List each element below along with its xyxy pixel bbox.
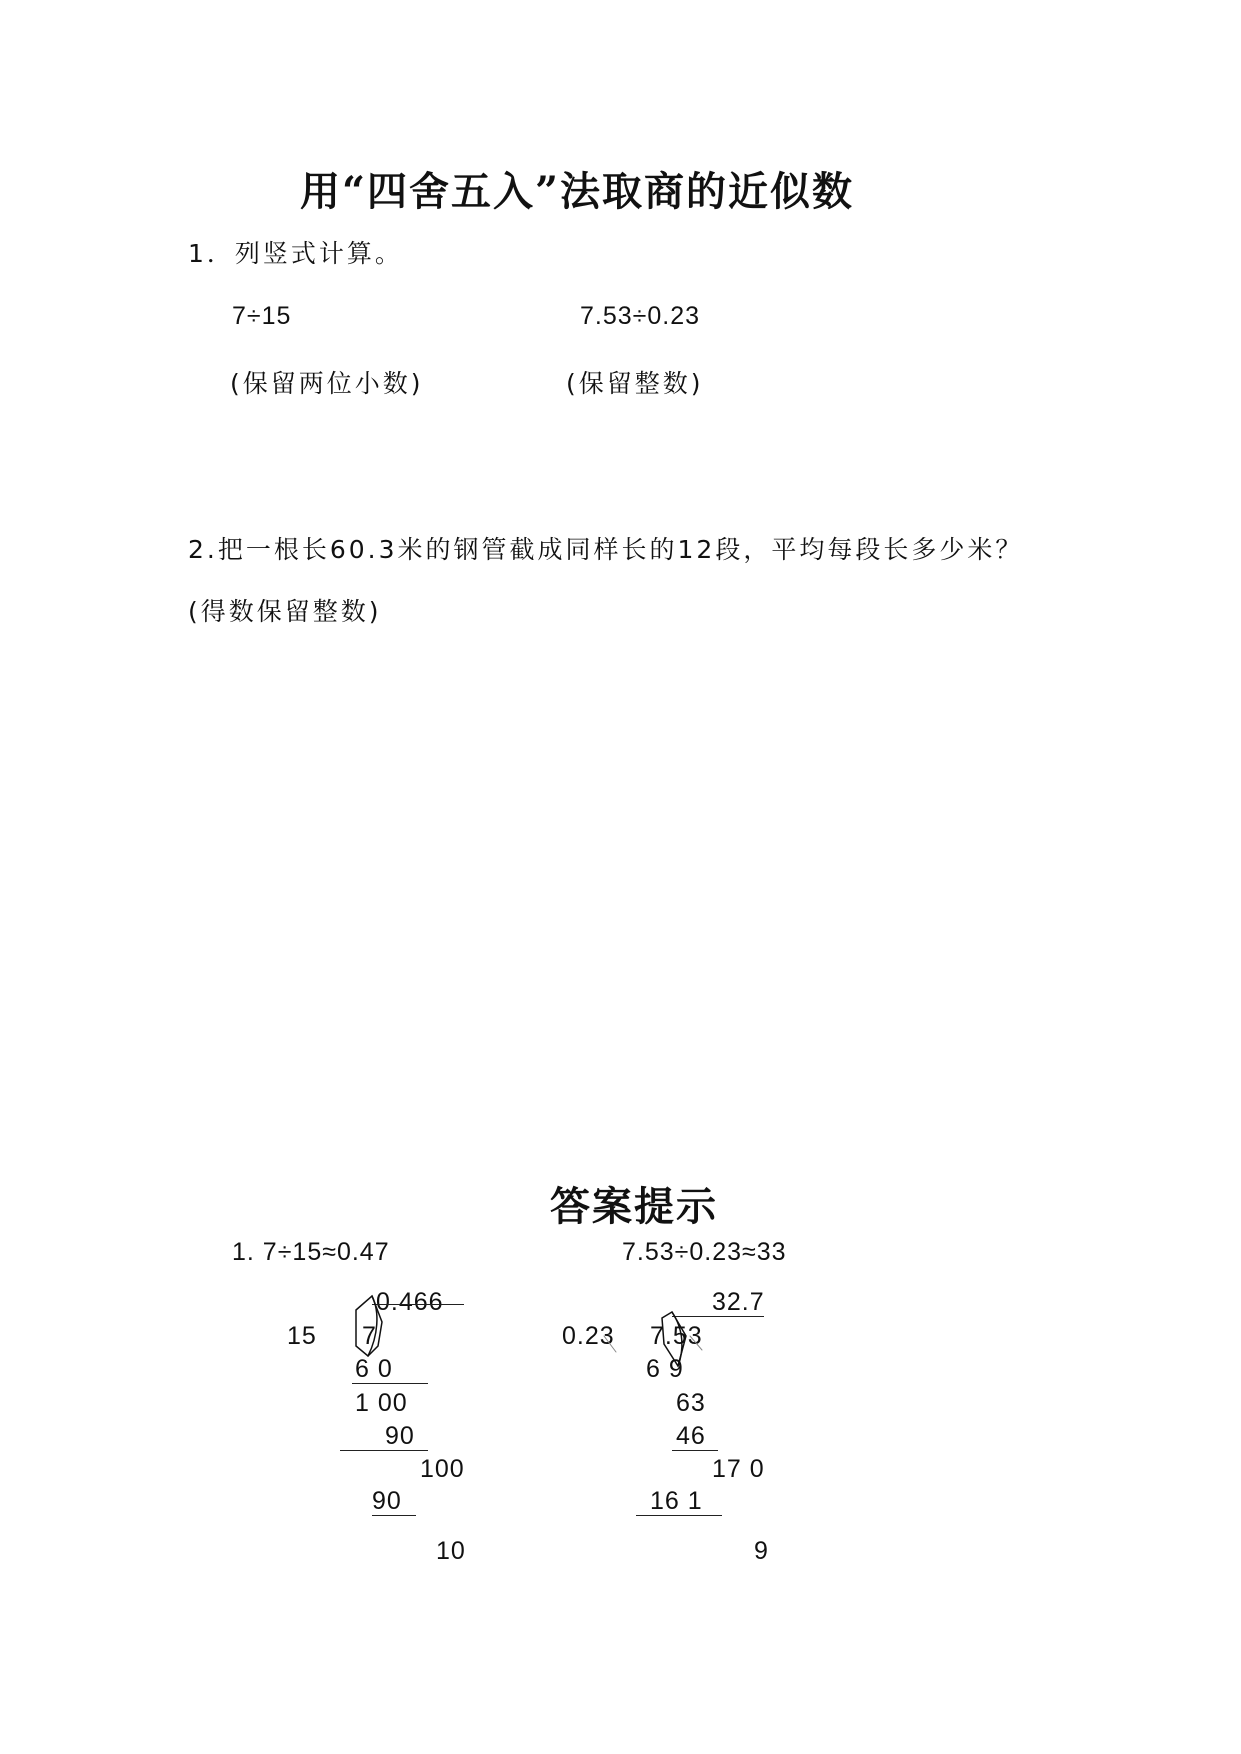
division-step: 1 00 xyxy=(355,1389,408,1417)
division-step: 17 0 xyxy=(712,1455,765,1483)
divisor-b: 0.23 xyxy=(562,1322,615,1350)
division-bracket-a-inner xyxy=(368,1296,377,1356)
q2-note: (得数保留整数) xyxy=(188,597,382,626)
dividend-a: 7 xyxy=(362,1322,377,1350)
answers-title: 答案提示 xyxy=(550,1183,718,1230)
dividend-b: 7.53 xyxy=(650,1322,703,1350)
quotient-b: 32.7 xyxy=(712,1288,765,1316)
division-step: 100 xyxy=(420,1455,465,1483)
quotient-a: 0.466 xyxy=(376,1288,444,1316)
division-step: 90 xyxy=(385,1422,415,1450)
division-remainder: 10 xyxy=(436,1537,466,1565)
decimal-shift-mark xyxy=(690,1336,702,1350)
division-step: 46 xyxy=(676,1422,706,1450)
division-remainder: 9 xyxy=(754,1537,769,1565)
q1-note-a: (保留两位小数) xyxy=(230,369,424,398)
answer-line-a: 1. 7÷15≈0.47 xyxy=(232,1238,390,1266)
division-step: 6 9 xyxy=(646,1355,684,1383)
q1-expression-a: 7÷15 xyxy=(232,302,292,330)
division-step: 16 1 xyxy=(650,1487,703,1515)
q2-question: 2.把一根长60.3米的钢管截成同样长的12段，平均每段长多少米？ xyxy=(188,535,1024,564)
decimal-shift-mark xyxy=(604,1336,616,1352)
division-step: 63 xyxy=(676,1389,706,1417)
divisor-a: 15 xyxy=(287,1322,317,1350)
answer-line-b: 7.53÷0.23≈33 xyxy=(622,1238,787,1266)
page-title: 用“四舍五入”法取商的近似数 xyxy=(300,168,855,215)
division-step: 6 0 xyxy=(355,1355,393,1383)
q1-heading: 1．列竖式计算。 xyxy=(188,239,403,268)
q1-expression-b: 7.53÷0.23 xyxy=(580,302,701,330)
division-step: 90 xyxy=(372,1487,402,1515)
division-bracket-a xyxy=(356,1296,382,1356)
q1-note-b: (保留整数) xyxy=(566,369,704,398)
